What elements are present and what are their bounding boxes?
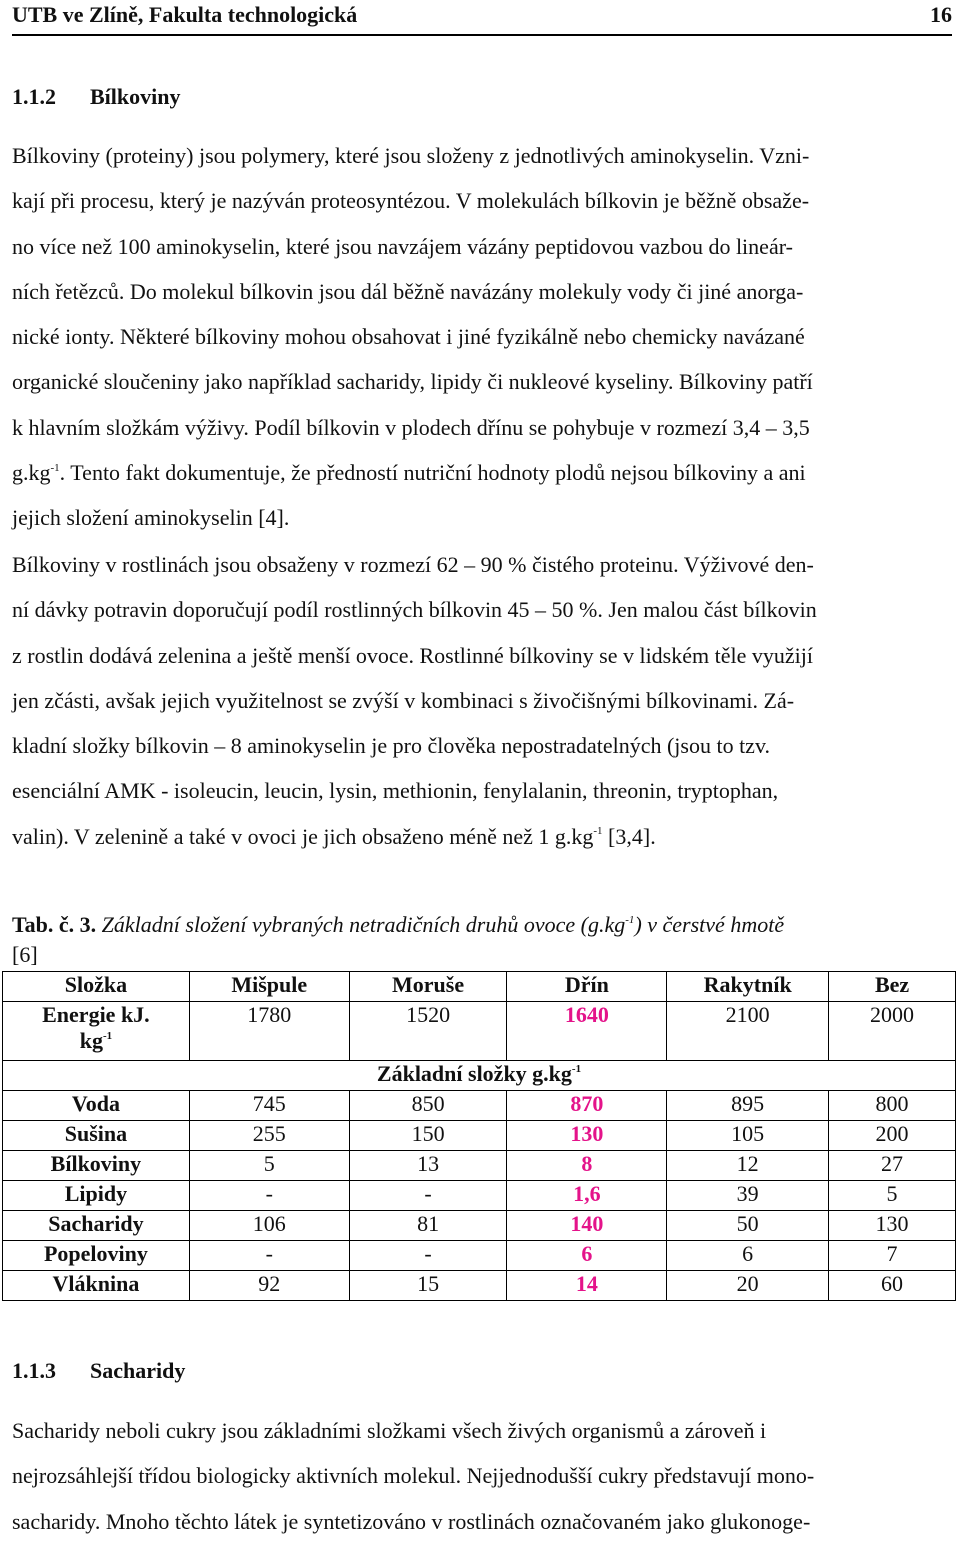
column-header: Bez — [829, 972, 956, 1002]
text-span: g.kg — [12, 460, 51, 486]
table-cell-highlight: 140 — [507, 1211, 667, 1241]
text-line: esenciální AMK - isoleucin, leucin, lysin, methionin, fenylalanin, threonin, tryptophan, — [12, 778, 779, 804]
text-line: jejich složení aminokyselin [4]. — [12, 505, 290, 531]
table-cell: 20 — [667, 1271, 829, 1301]
table-cell: 2000 — [829, 1002, 956, 1061]
table-cell: 130 — [829, 1211, 956, 1241]
table-subheader — [3, 1061, 956, 1091]
table-body — [3, 1091, 956, 1301]
table-title — [102, 912, 784, 937]
page-header — [12, 0, 952, 36]
table-cell: 745 — [189, 1091, 349, 1121]
text-line: k hlavním složkám výživy. Podíl bílkovin v plodech dřínu se pohybuje v rozmezí 3,4 – 3,5 — [12, 414, 810, 440]
page-number: 16 — [930, 2, 952, 27]
table-cell-highlight: 130 — [507, 1121, 667, 1151]
table-cell: 255 — [189, 1121, 349, 1151]
table-cell: 105 — [667, 1121, 829, 1151]
section-title: Sacharidy — [90, 1358, 186, 1383]
section-title: Bílkoviny — [90, 84, 181, 109]
table-cell: 39 — [667, 1181, 829, 1211]
section-heading-bilkoviny — [12, 84, 180, 110]
row-header: Sacharidy — [3, 1211, 190, 1241]
text-line: kladní složky bílkovin – 8 aminokyselin je pro člověka nepostradatelných (jsou to tzv. — [12, 733, 771, 759]
table-cell: 200 — [829, 1121, 956, 1151]
superscript: -1 — [625, 913, 635, 926]
superscript: -1 — [102, 1029, 113, 1042]
table-cell: 60 — [829, 1271, 956, 1301]
text-line: ní dávky potravin doporučují podíl rostlinných bílkovin 45 – 50 %. Jen malou část bílkovin — [12, 597, 817, 623]
table-row-energy — [3, 1002, 956, 1061]
row-header: Popeloviny — [3, 1241, 190, 1271]
table-header-row — [3, 972, 956, 1002]
table-cell-highlight: 14 — [507, 1271, 667, 1301]
superscript: -1 — [593, 825, 603, 838]
table-cell: - — [349, 1241, 507, 1271]
table-row — [3, 1241, 956, 1271]
text-span: Základní složky g.kg — [376, 1061, 572, 1086]
superscript: -1 — [50, 461, 60, 474]
table-cell: 12 — [667, 1151, 829, 1181]
text-span: kg — [79, 1028, 103, 1053]
table-cell: 7 — [829, 1241, 956, 1271]
composition-table — [2, 971, 956, 1301]
text-span: Energie kJ. — [42, 1002, 150, 1027]
text-line: nické ionty. Některé bílkoviny mohou obsahovat i jiné fyzikálně nebo chemicky navázané — [12, 324, 805, 350]
row-header: Vláknina — [3, 1271, 190, 1301]
text-line: Sacharidy neboli cukry jsou základními složkami všech živých organismů a zároveň i — [12, 1418, 767, 1443]
table-row — [3, 1121, 956, 1151]
table-cell: 1780 — [189, 1002, 349, 1061]
text-span: . Tento fakt dokumentuje, že předností nutriční hodnoty plodů nejsou bílkoviny a ani — [59, 460, 806, 486]
table-cell: - — [189, 1181, 349, 1211]
section-heading-sacharidy — [12, 1358, 185, 1384]
text-line — [12, 814, 952, 859]
text-span: ) v čerstvé hmotě — [634, 912, 785, 937]
column-header: Moruše — [349, 972, 507, 1002]
text-line: organické sloučeniny jako například sacharidy, lipidy či nukleové kyseliny. Bílkoviny patří — [12, 369, 813, 395]
column-header: Rakytník — [667, 972, 829, 1002]
paragraph-carbohydrates — [12, 1408, 952, 1544]
table-subheader-row — [3, 1061, 956, 1091]
row-header: Sušina — [3, 1121, 190, 1151]
table-cell-highlight: 1,6 — [507, 1181, 667, 1211]
text-line: ních řetězců. Do molekul bílkovin jsou dál běžně navázány molekuly vody či jiné anorga- — [12, 278, 804, 304]
table-cell: 800 — [829, 1091, 956, 1121]
table-cell: 150 — [349, 1121, 507, 1151]
text-line — [12, 450, 952, 495]
table-cell: 6 — [667, 1241, 829, 1271]
text-span: [3,4]. — [602, 823, 656, 849]
row-header: Lipidy — [3, 1181, 190, 1211]
text-line: Bílkoviny v rostlinách jsou obsaženy v rozmezí 62 – 90 % čistého proteinu. Výživové den- — [12, 552, 814, 577]
table-row — [3, 1181, 956, 1211]
text-line: jen zčásti, avšak jejich využitelnost se zvýší v kombinaci s živočišnými bílkovinami. Zá- — [12, 687, 795, 713]
section-number: 1.1.2 — [12, 84, 56, 109]
table-cell: - — [349, 1181, 507, 1211]
table-cell-highlight: 1640 — [507, 1002, 667, 1061]
header-institution: UTB ve Zlíně, Fakulta technologická — [12, 2, 358, 27]
table-cell-highlight: 6 — [507, 1241, 667, 1271]
paragraph-plant-proteins — [12, 542, 952, 859]
table-cell: 895 — [667, 1091, 829, 1121]
text-line: sacharidy. Mnoho těchto látek je syntetizováno v rostlinách označovaném jako glukonoge- — [12, 1508, 811, 1534]
column-header: Složka — [3, 972, 190, 1002]
section-number: 1.1.3 — [12, 1358, 56, 1383]
table-cell: 81 — [349, 1211, 507, 1241]
table-reference: [6] — [12, 942, 38, 967]
text-line: no více než 100 aminokyselin, které jsou navzájem vázány peptidovou vazbou do lineár- — [12, 233, 793, 259]
table-row — [3, 1151, 956, 1181]
table-row — [3, 1211, 956, 1241]
text-line: z rostlin dodává zelenina a ještě menší ovoce. Rostlinné bílkoviny se v lidském těle využijí — [12, 642, 813, 668]
column-header: Mišpule — [189, 972, 349, 1002]
table-cell: 15 — [349, 1271, 507, 1301]
table-cell-highlight: 870 — [507, 1091, 667, 1121]
superscript: -1 — [571, 1062, 582, 1075]
text-span: Základní složení vybraných netradičních druhů ovoce (g.kg — [101, 912, 626, 937]
table-caption — [12, 910, 952, 970]
row-header — [3, 1002, 190, 1061]
table-cell: 106 — [189, 1211, 349, 1241]
table-cell: 1520 — [349, 1002, 507, 1061]
text-line: nejrozsáhlejší třídou biologicky aktivních molekul. Nejjednodušší cukry představují mono- — [12, 1463, 815, 1489]
table-cell: 13 — [349, 1151, 507, 1181]
table-cell: 50 — [667, 1211, 829, 1241]
table-row — [3, 1271, 956, 1301]
paragraph-proteins-intro — [12, 133, 952, 541]
column-header: Dřín — [507, 972, 667, 1002]
table-cell-highlight: 8 — [507, 1151, 667, 1181]
table-row — [3, 1091, 956, 1121]
table-label: Tab. č. 3. — [12, 912, 97, 937]
table-cell: 5 — [829, 1181, 956, 1211]
text-line: Bílkoviny (proteiny) jsou polymery, které jsou složeny z jednotlivých aminokyselin. Vzni- — [12, 143, 810, 168]
table-cell: 5 — [189, 1151, 349, 1181]
table-cell: - — [189, 1241, 349, 1271]
table-cell: 27 — [829, 1151, 956, 1181]
table-cell: 92 — [189, 1271, 349, 1301]
text-line: kají při procesu, který je nazýván proteosyntézou. V molekulách bílkovin je běžně obsaže- — [12, 188, 810, 214]
row-header: Voda — [3, 1091, 190, 1121]
text-span: valin). V zelenině a také v ovoci je jich obsaženo méně než 1 g.kg — [12, 823, 594, 849]
table-cell: 2100 — [667, 1002, 829, 1061]
table-cell: 850 — [349, 1091, 507, 1121]
row-header: Bílkoviny — [3, 1151, 190, 1181]
